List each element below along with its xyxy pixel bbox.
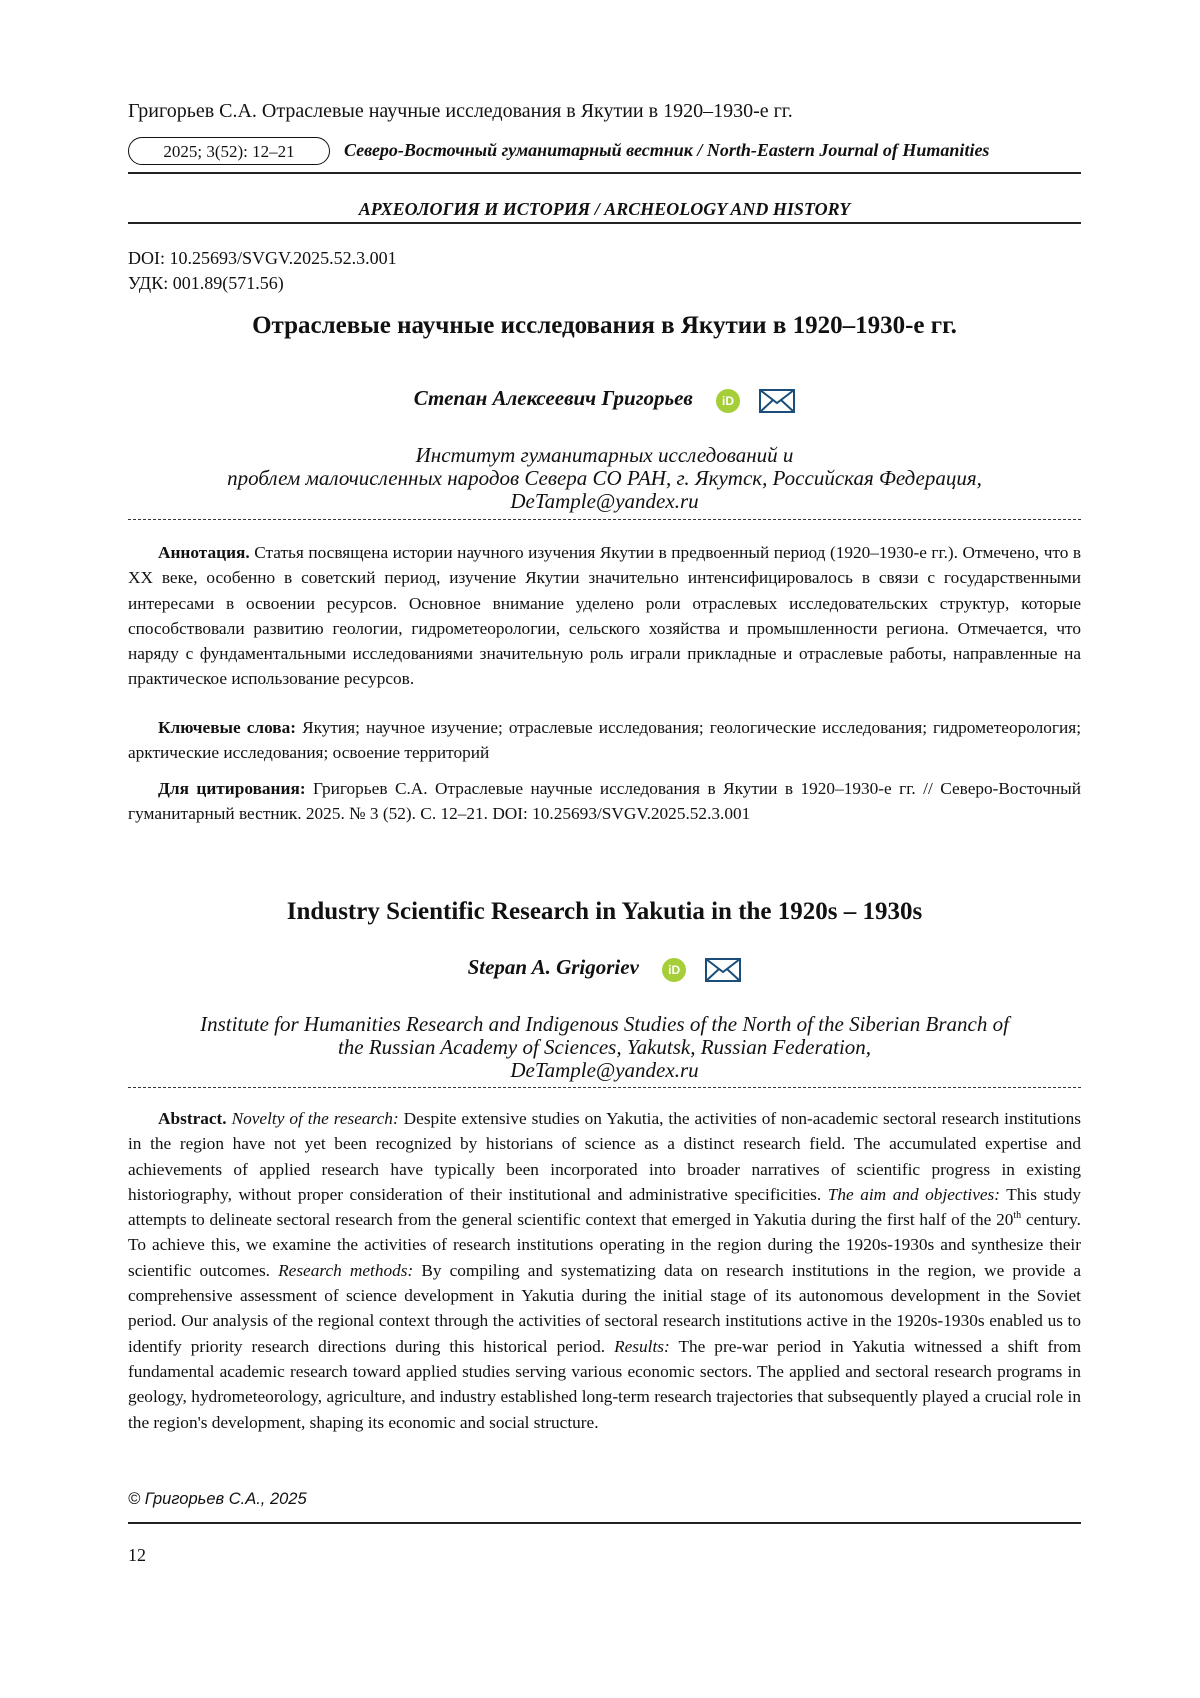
running-title: Григорьев С.А. Отраслевые научные исследования в Якутии в 1920–1930-е гг. bbox=[128, 100, 793, 122]
en-affiliation-line2: the Russian Academy of Sciences, Yakutsk, Russian Federation, bbox=[337, 1035, 872, 1059]
en-aim-sup: th bbox=[1013, 1210, 1022, 1222]
en-affiliation bbox=[128, 1013, 1081, 1082]
en-methods-text: By compiling and systematizing data on research institutions in the region, we provide a comprehensive assessment of science development in Yakutia during the initial stage of its autonomous development in the Soviet period. Our analysis of the regional context through the activities of sectoral research institutions active in the 1920s-1930s enabled us to identify priority research directions during this historical period. bbox=[128, 1260, 1081, 1356]
journal-row bbox=[128, 137, 1081, 167]
ru-abstract-label: Аннотация. bbox=[158, 543, 250, 562]
en-aim-text-1: This study attempts to delineate sectoral research from the general scientific context that emerged in Yakutia during the first half of the 20 bbox=[128, 1184, 1081, 1230]
footer-rule bbox=[128, 1522, 1081, 1524]
en-affiliation-line1: Institute for Humanities Research and Indigenous Studies of the North of the Siberian Branch of bbox=[200, 1012, 1009, 1036]
en-divider bbox=[128, 1087, 1081, 1088]
ru-citation-text: Григорьев С.А. Отраслевые научные исследования в Якутии в 1920–1930-е гг. // Северо-Восточный гуманитарный вестник. 2025. № 3 (52). С. 12–21. DOI: 10.25693/SVGV.2025.52.3.001 bbox=[128, 779, 1081, 824]
ru-citation-label: Для цитирования: bbox=[158, 779, 306, 798]
journal-name: Северо-Восточный гуманитарный вестник / North-Eastern Journal of Humanities bbox=[344, 140, 990, 160]
section-label: АРХЕОЛОГИЯ И ИСТОРИЯ / ARCHEOLOGY AND HISTORY bbox=[358, 199, 851, 219]
mail-icon[interactable] bbox=[759, 389, 795, 413]
en-author-name: Stepan A. Grigoriev bbox=[467, 955, 639, 979]
ru-email[interactable]: DeTample@yandex.ru bbox=[510, 489, 699, 513]
ru-keywords-label: Ключевые слова: bbox=[158, 718, 297, 737]
en-novelty-label: Novelty of the research: bbox=[231, 1109, 399, 1128]
copyright: © Григорьев С.А., 2025 bbox=[128, 1490, 307, 1508]
ru-affiliation bbox=[128, 444, 1081, 513]
page-number: 12 bbox=[128, 1545, 146, 1565]
ru-keywords-text: Якутия; научное изучение; отраслевые исследования; геологические исследования; гидрометеорология; арктические исследования; освоение территорий bbox=[128, 718, 1081, 763]
en-abstract bbox=[128, 1106, 1081, 1435]
mail-icon[interactable] bbox=[705, 958, 741, 982]
ru-author-row bbox=[128, 386, 1081, 413]
header-rule bbox=[128, 172, 1081, 174]
orcid-icon[interactable]: iD bbox=[716, 389, 740, 413]
ru-affiliation-line1: Институт гуманитарных исследований и bbox=[415, 443, 794, 467]
en-novelty-text: Despite extensive studies on Yakutia, the activities of non-academic sectoral research institutions in the region have not yet been recognized by historians of science as a distinct research field. The accumulated expertise and achievements of applied research have typically been incorporated into broader narratives of scientific progress in existing historiography, without proper consideration of their institutional and administrative specificities. bbox=[128, 1109, 1081, 1204]
en-aim-label: The aim and objectives: bbox=[827, 1184, 1001, 1204]
doi: DOI: 10.25693/SVGV.2025.52.3.001 bbox=[128, 248, 397, 268]
ru-abstract-text: Статья посвящена истории научного изучения Якутии в предвоенный период (1920–1930-е гг.). Отмечено, что в XX веке, особенно в советский период, изучение Якутии значительно интенсифицировалось в связи с государственными интересами в освоении ресурсов. Основное внимание уделено роли отраслевых исследовательских структур, которые способствовали развитию геологии, гидрометеорологии, сельского хозяйства и промышленности региона. Отмечается, что наряду с фундаментальными исследованиями значительную роль играли прикладные и отраслевые работы, направленные на практическое использование ресурсов. bbox=[128, 543, 1081, 689]
ru-affiliation-line2: проблем малочисленных народов Севера СО РАН, г. Якутск, Российская Федерация, bbox=[227, 466, 982, 490]
en-methods-label: Research methods: bbox=[278, 1260, 414, 1280]
en-results-text: The pre-war period in Yakutia witnessed a shift from fundamental academic research toward applied studies serving various economic sectors. The applied and sectoral research programs in geology, hydrometeorology, agriculture, and industry established long-term research trajectories that subsequently played a crucial role in the region's development, shaping its economic and social structure. bbox=[128, 1336, 1082, 1432]
en-email[interactable]: DeTample@yandex.ru bbox=[510, 1058, 699, 1082]
en-author-row bbox=[128, 955, 1081, 982]
udk: УДК: 001.89(571.56) bbox=[128, 273, 284, 293]
orcid-icon[interactable]: iD bbox=[662, 958, 686, 982]
en-aim-text-2: century. To achieve this, we examine the activities of research institutions operating in the region during the 1920s-1930s and synthesize their scientific outcomes. bbox=[128, 1210, 1081, 1280]
ru-author-name: Степан Алексеевич Григорьев bbox=[413, 386, 693, 410]
section-rule bbox=[128, 222, 1081, 224]
ru-divider bbox=[128, 519, 1081, 520]
ru-citation bbox=[128, 776, 1081, 827]
ru-title: Отраслевые научные исследования в Якутии в 1920–1930-е гг. bbox=[252, 312, 957, 339]
ru-keywords bbox=[128, 715, 1081, 766]
en-abstract-label: Abstract. bbox=[158, 1109, 227, 1128]
ru-abstract bbox=[128, 540, 1081, 692]
en-title: Industry Scientific Research in Yakutia in the 1920s – 1930s bbox=[286, 898, 923, 925]
issue-badge: 2025; 3(52): 12–21 bbox=[128, 137, 330, 165]
en-results-label: Results: bbox=[614, 1336, 670, 1356]
